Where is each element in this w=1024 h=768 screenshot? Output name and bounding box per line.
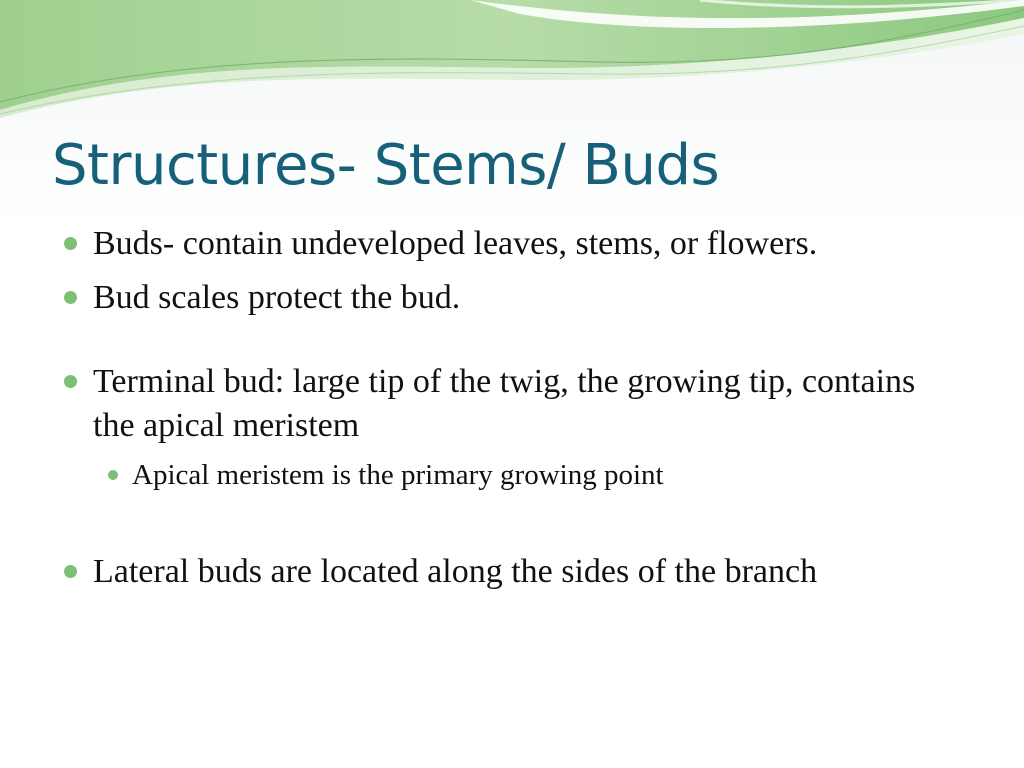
sub-bullet-text: Apical meristem is the primary growing point [132, 459, 664, 491]
bullet-item [64, 222, 964, 266]
header-swoosh-decoration [0, 0, 1024, 120]
bullet-text: Terminal bud: large tip of the twig, the growing tip, contains the apical meristem [93, 363, 916, 444]
bullet-dot-icon [64, 291, 77, 304]
bullet-dot-icon [64, 565, 77, 578]
bullet-item [64, 550, 964, 594]
bullet-dot-icon [64, 375, 77, 388]
bullet-item [64, 276, 964, 320]
bullet-text: Lateral buds are located along the sides of the branch [93, 553, 818, 590]
slide-title: Structures- Stems/ Buds [52, 133, 720, 198]
bullet-dot-icon [64, 237, 77, 250]
bullet-item [64, 360, 964, 448]
sub-bullet-item [64, 456, 964, 494]
bullet-text: Bud scales protect the bud. [93, 279, 461, 316]
bullet-text: Buds- contain undeveloped leaves, stems, or flowers. [93, 225, 818, 262]
sub-bullet-dot-icon [108, 470, 118, 480]
bullet-list [64, 222, 964, 594]
